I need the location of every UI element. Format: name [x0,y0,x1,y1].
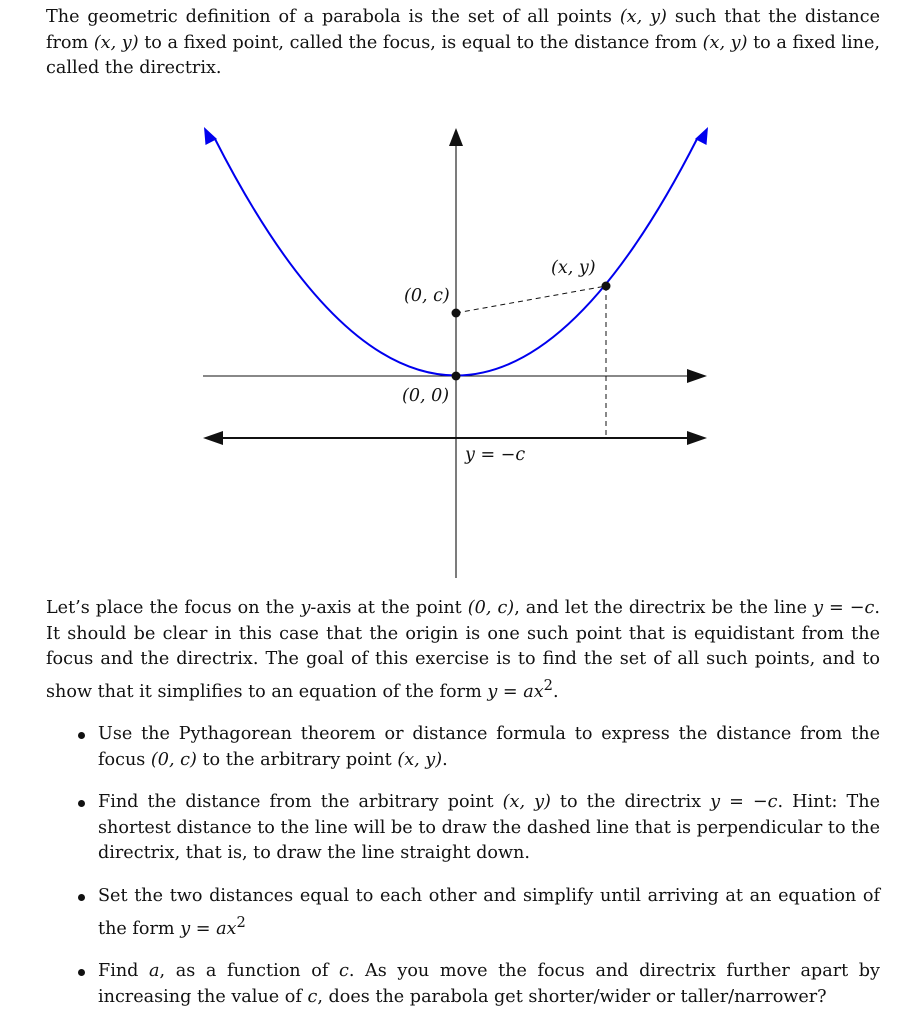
arbitrary-point [602,282,611,291]
math-point-xy: (x, y) [619,7,667,27]
focus-point [452,309,461,318]
label-focus: (0, c) [404,286,450,306]
intro-paragraph: The geometric definition of a parabola is the set of all points (x, y) such that the distance from (x, y) to a fixed point, called the focus, is equal to the distance from (x, y) to a fixed line, called the directrix. [46,7,881,79]
directrix-right-arrow-icon [687,431,707,445]
label-directrix: y = −c [465,445,526,465]
origin-point [452,372,461,381]
label-origin: (0, 0) [402,386,450,406]
bullet-icon [78,969,85,976]
list-item: Use the Pythagorean theorem or distance formula to express the distance from the focus (0, c) to the arbitrary point (x, y). [46,722,880,773]
x-axis-arrow-icon [687,369,707,383]
list-item: Set the two distances equal to each other and simplify until arriving at an equation of the form $y = ax^2$ [46,884,880,942]
parabola-right-arrow-icon [695,127,708,145]
y-axis-arrow-icon [449,128,463,146]
parabola-left-arrow-icon [204,127,217,145]
label-point-xy: (x, y) [551,258,596,278]
bullet-icon [78,732,85,739]
math-point-xy: (x, y) [93,32,139,53]
list-item: Find a, as a function of c. As you move the focus and directrix further apart by increasing the value of c, does the parabola get shorter/wider or taller/narrower? [46,959,880,1010]
bullet-icon [78,894,85,901]
bullet-icon [78,800,85,807]
list-item: Find the distance from the arbitrary point (x, y) to the directrix y = −c. Hint: The shortest distance to the line will be to draw the dashed line that is perpendicular to the directrix, that is, to draw the line straight down. [46,790,880,867]
math-point-xy: (x, y) [702,32,748,53]
task-list [46,722,880,1010]
setup-paragraph: Let’s place the focus on the y-axis at the point (0, c), and let the directrix be the line y = −c. It should be clear in this case that the origin is one such point that is equidistant from the focus and the directrix. The goal of this exercise is to find the set of all such points, and to show that it simplifies to an equation of the form $y = ax^2$. [46,598,880,702]
directrix-left-arrow-icon [203,431,223,445]
parabola-figure [195,118,715,583]
